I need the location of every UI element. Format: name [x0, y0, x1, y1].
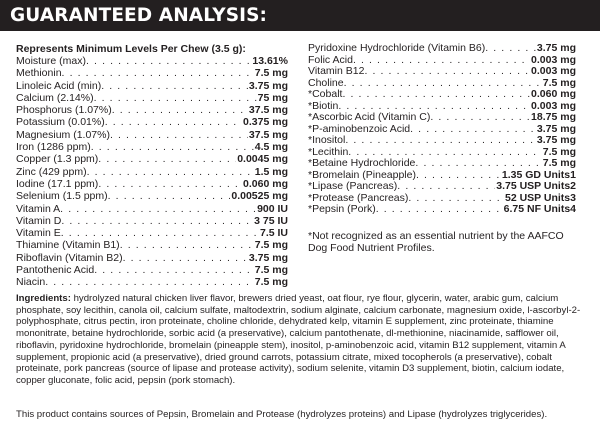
nutrient-value: 52 USP Units3: [504, 191, 576, 204]
nutrient-name: Vitamin A: [16, 202, 61, 215]
leader-dots: [86, 55, 251, 67]
leader-dots: [94, 264, 254, 276]
nutrient-row: [16, 215, 288, 227]
nutrient-row: [16, 80, 288, 92]
nutrient-row: [16, 178, 288, 190]
nutrient-row: [16, 104, 288, 116]
nutrient-row: [308, 204, 576, 216]
nutrient-value: 7.5 mg: [254, 239, 288, 252]
nutrient-value: 4.5 mg: [254, 141, 288, 154]
aafco-footnote: *Not recognized as an essential nutrient by the AAFCO Dog Food Nutrient Profiles.: [308, 229, 564, 254]
leader-dots: [123, 252, 248, 264]
page-title: GUARANTEED ANALYSIS:: [10, 5, 268, 26]
nutrient-name: *P-aminobenzoic Acid: [308, 122, 411, 135]
nutrient-name: *Bromelain (Pineapple): [308, 168, 416, 181]
nutrient-name: *Protease (Pancreas): [308, 191, 409, 204]
nutrient-value: 3.75 mg: [248, 251, 288, 264]
nutrient-value: 1.5 mg: [254, 165, 288, 178]
nutrient-row: [16, 264, 288, 276]
nutrient-name: Phosphorus (1.07%): [16, 104, 112, 117]
nutrient-row: [16, 252, 288, 264]
leader-dots: [87, 166, 254, 178]
nutrient-value: 0.00525 mg: [231, 190, 288, 203]
nutrient-name: Riboflavin (Vitamin B2): [16, 251, 123, 264]
nutrient-value: 0.003 mg: [531, 99, 576, 112]
nutrient-name: Iodine (17.1 ppm): [16, 177, 99, 190]
nutrient-value: 900 IU: [257, 202, 288, 215]
leader-dots: [110, 129, 248, 141]
nutrient-row: [16, 116, 288, 128]
leader-dots: [408, 193, 504, 205]
nutrient-name: Iron (1286 ppm): [16, 141, 91, 154]
nutrient-value: 37.5 mg: [248, 104, 288, 117]
leader-dots: [62, 67, 254, 79]
nutrient-row: [16, 67, 288, 79]
nutrient-row: [16, 203, 288, 215]
analysis-right-list: [308, 43, 576, 216]
nutrient-row: [16, 153, 288, 165]
nutrient-value: 3 75 IU: [254, 214, 288, 227]
leader-dots: [430, 112, 530, 124]
leader-dots: [416, 170, 501, 182]
leader-dots: [345, 135, 536, 147]
nutrient-value: 0.060 mg: [531, 88, 576, 100]
leader-dots: [342, 89, 530, 101]
nutrient-value: 7.5 mg: [254, 264, 288, 277]
nutrient-row: [308, 43, 576, 55]
nutrient-value: 7.5 mg: [542, 157, 576, 169]
leader-dots: [120, 239, 254, 251]
contains-statement: This product contains sources of Pepsin, Bromelain and Protease (hydrolyzes proteins) and Lipase (hydrolyzes triglycerides).: [16, 409, 548, 420]
nutrient-value: 7.5 mg: [542, 76, 576, 89]
ingredients-label: Ingredients:: [16, 293, 71, 304]
nutrient-row: [308, 66, 576, 78]
analysis-heading: Represents Minimum Levels Per Chew (3.5 g):: [16, 43, 246, 55]
leader-dots: [98, 178, 242, 190]
nutrient-row: [16, 129, 288, 141]
nutrient-value: 0.003 mg: [531, 65, 576, 77]
nutrient-name: Folic Acid: [308, 53, 353, 66]
leader-dots: [61, 227, 259, 239]
leader-dots: [108, 190, 231, 202]
nutrient-name: Linoleic Acid (min): [16, 79, 102, 92]
nutrient-value: 6.75 NF Units4: [503, 203, 576, 215]
nutrient-name: Choline: [308, 76, 344, 89]
leader-dots: [94, 92, 257, 104]
nutrient-row: [16, 166, 288, 178]
nutrient-name: Magnesium (1.07%): [16, 128, 110, 141]
nutrient-name: Calcium (2.14%): [16, 91, 94, 104]
nutrient-row: [16, 190, 288, 202]
nutrient-name: *Cobalt: [308, 88, 343, 100]
nutrient-value: 7.5 mg: [254, 67, 288, 80]
nutrient-name: Moisture (max): [16, 55, 87, 67]
nutrient-row: [16, 55, 288, 67]
nutrient-row: [16, 239, 288, 251]
nutrient-row: [308, 112, 576, 124]
leader-dots: [376, 204, 503, 216]
leader-dots: [485, 43, 536, 55]
leader-dots: [112, 104, 248, 116]
nutrient-name: *Lipase (Pancreas): [308, 180, 398, 192]
nutrient-value: 3.75 mg: [248, 79, 288, 92]
leader-dots: [353, 55, 530, 67]
header-bar: [0, 0, 600, 31]
nutrient-value: 18.75 mg: [531, 111, 576, 123]
analysis-right-column: [308, 43, 576, 255]
nutrient-name: Methionin: [16, 67, 62, 80]
nutrient-value: 13.61%: [252, 55, 288, 67]
nutrient-name: Thiamine (Vitamin B1): [16, 239, 120, 252]
nutrient-value: 3.75 mg: [536, 122, 576, 135]
leader-dots: [364, 66, 530, 78]
ingredients-paragraph: [16, 293, 586, 387]
leader-dots: [45, 276, 254, 288]
nutrient-name: Potassium (0.01%): [16, 116, 105, 129]
nutrient-value: 7.5 mg: [542, 145, 576, 158]
nutrient-name: Vitamin B12: [308, 65, 365, 77]
leader-dots: [415, 158, 541, 170]
nutrient-value: 75 mg: [257, 91, 288, 104]
leader-dots: [397, 181, 495, 193]
nutrient-name: Selenium (1.5 ppm): [16, 190, 108, 203]
nutrient-name: Pantothenic Acid: [16, 264, 95, 277]
nutrient-name: *Inositol: [308, 134, 346, 146]
ingredients-text: hydrolyzed natural chicken liver flavor, brewers dried yeast, oat flour, rye flour, glycerin, water, arabic gum, calcium phosphate, soy lecithin, canola oil, calcium sulfate, maltodextrin, sodium alginate, calcium carbonate, magnesium oxide, l-ascorbyl-2-polyphosphate, citrus pectin, iron proteinate, choline chloride, dehydrated kelp, vitamin E supplement, zinc proteinate, thiamine mononitrate, betaine hydrochloride, sorbic acid (a preservative), calcium pantothenate, dl-methionine, niacinamide, safflower oil, riboflavin, pyridoxine hydrochloride, bromelain (pineapple stem), inositol, p-aminobenzoic acid, vitamin B12 supplement, vitamin A supplement, propionic acid (a preservative), dried ground carrots, potassium citrate, mixed tocopherols (a preservative), cobalt proteinate, pork pancreas (source of lipase and protease activity), sodium selenite, vitamin D3 supplement, biotin, calcium iodate, copper gluconate, folic acid, pepsin (pork stomach).: [16, 293, 581, 386]
nutrient-value: 7.5 IU: [259, 227, 288, 240]
nutrient-row: [16, 141, 288, 153]
nutrient-row: [16, 227, 288, 239]
nutrient-row: [16, 276, 288, 288]
nutrient-name: *Betaine Hydrochloride: [308, 157, 416, 169]
nutrient-value: 3.75 mg: [536, 42, 576, 54]
nutrient-value: 0.060 mg: [243, 177, 288, 190]
nutrient-name: Vitamin E: [16, 227, 61, 240]
nutrient-name: *Biotin: [308, 99, 339, 112]
nutrient-row: [308, 181, 576, 193]
leader-dots: [344, 78, 542, 90]
leader-dots: [105, 116, 242, 128]
nutrient-value: 1.35 GD Units1: [501, 168, 576, 181]
nutrient-row: [16, 92, 288, 104]
nutrient-value: 7.5 mg: [254, 276, 288, 289]
leader-dots: [61, 215, 253, 227]
nutrient-name: Pyridoxine Hydrochloride (Vitamin B6): [308, 42, 486, 54]
nutrient-row: [308, 158, 576, 170]
nutrient-name: *Pepsin (Pork): [308, 203, 376, 215]
nutrient-row: [308, 89, 576, 101]
analysis-left-column: [16, 43, 288, 289]
nutrient-name: Copper (1.3 ppm): [16, 153, 99, 166]
leader-dots: [60, 203, 256, 215]
nutrient-value: 0.0045 mg: [237, 153, 288, 166]
analysis-left-list: [16, 55, 288, 289]
nutrient-row: [308, 135, 576, 147]
nutrient-row: [308, 124, 576, 136]
nutrient-name: Vitamin D: [16, 214, 62, 227]
nutrient-name: *Ascorbic Acid (Vitamin C): [308, 111, 431, 123]
nutrient-value: 37.5 mg: [248, 128, 288, 141]
nutrient-name: Zinc (429 ppm): [16, 165, 87, 178]
nutrient-value: 3.75 USP Units2: [496, 180, 576, 192]
nutrient-value: 3.75 mg: [536, 134, 576, 146]
leader-dots: [91, 141, 254, 153]
leader-dots: [101, 80, 248, 92]
nutrient-value: 0.375 mg: [243, 116, 288, 129]
nutrient-name: Niacin: [16, 276, 46, 289]
leader-dots: [410, 124, 536, 136]
nutrient-name: *Lecithin: [308, 145, 349, 158]
nutrient-value: 0.003 mg: [531, 53, 576, 66]
leader-dots: [98, 153, 236, 165]
